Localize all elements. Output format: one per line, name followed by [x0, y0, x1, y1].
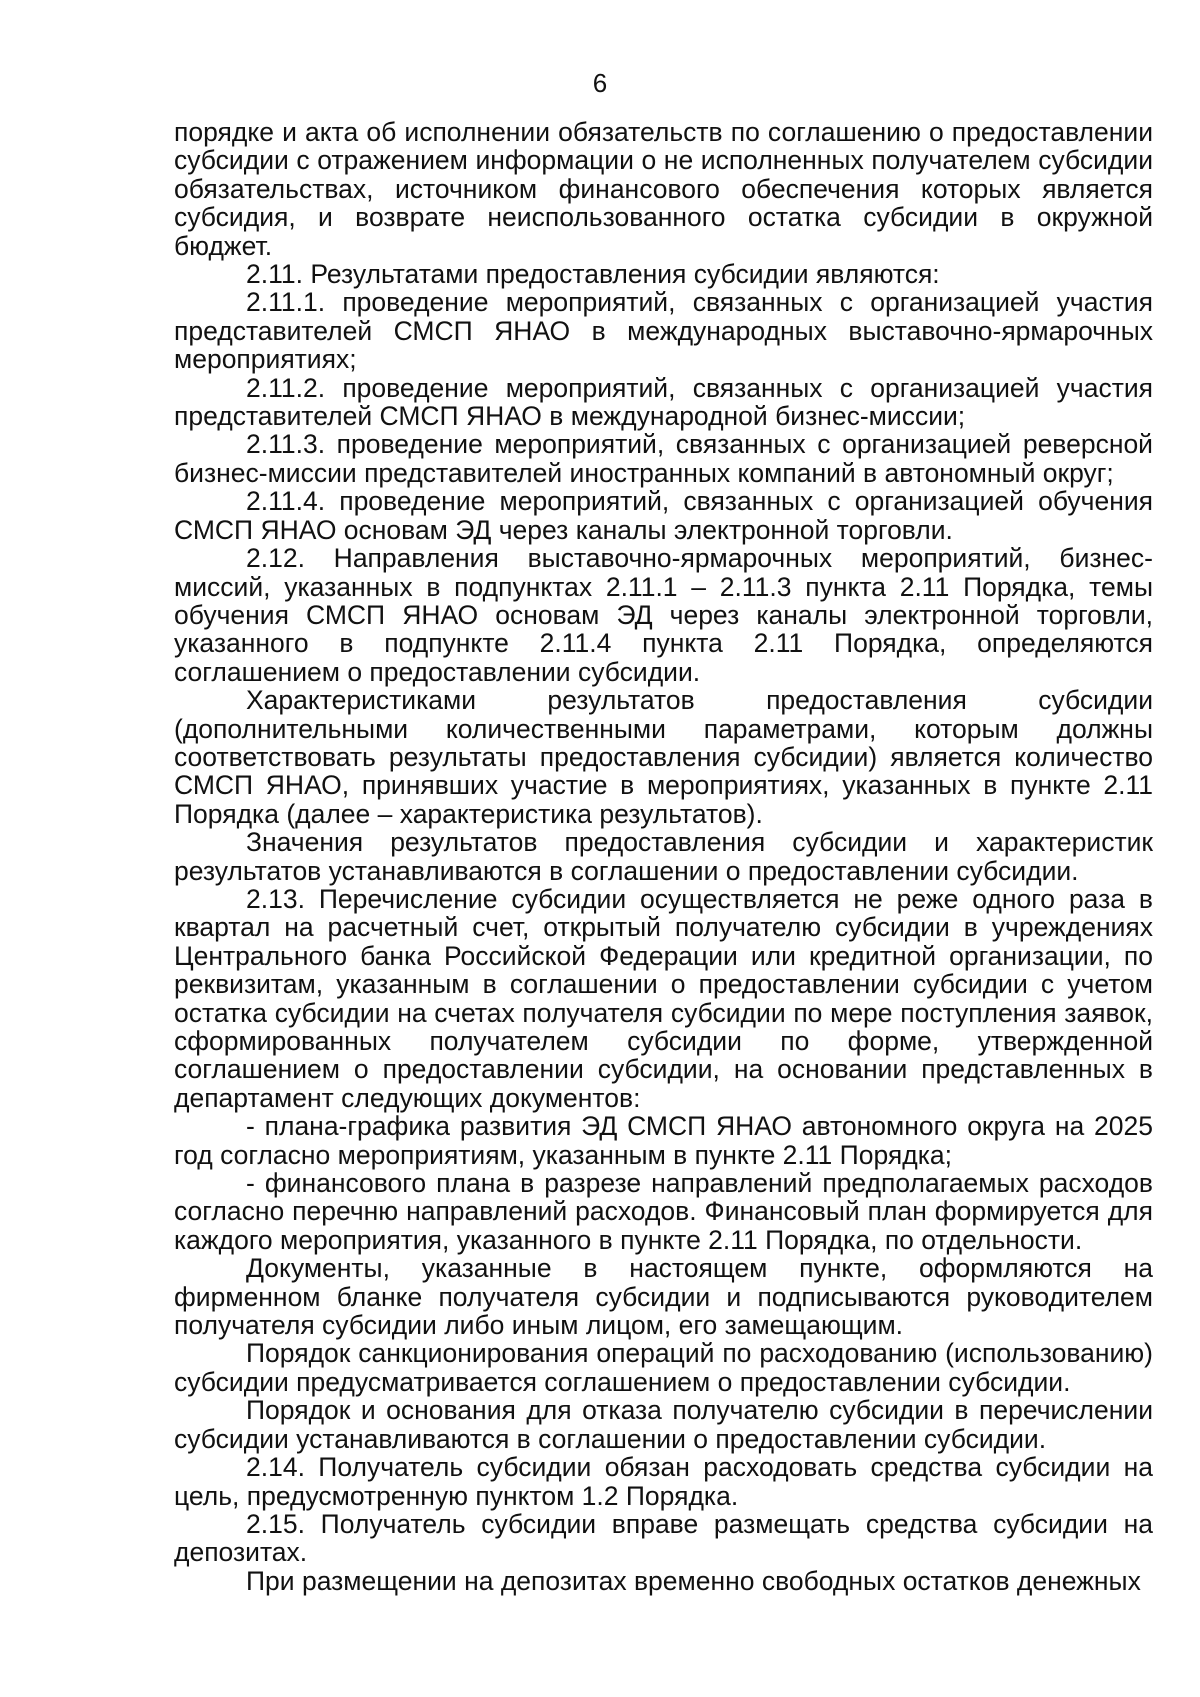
- paragraph: - финансового плана в разрезе направлений предполагаемых расходов согласно перечню направлений расходов. Финансовый план формируется для каждого мероприятия, указанного в пункте 2.11 Порядка, по отдельности.: [174, 1168, 1153, 1255]
- paragraph: 2.11.4. проведение мероприятий, связанных с организацией обучения СМСП ЯНАО основам ЭД через каналы электронной торговли.: [174, 486, 1153, 545]
- page-number: 6: [592, 68, 608, 98]
- paragraph: Значения результатов предоставления субсидии и характеристик результатов устанавливаются в соглашении о предоставлении субсидии.: [174, 827, 1153, 886]
- paragraph: 2.11.2. проведение мероприятий, связанных с организацией участия представителей СМСП ЯНАО в международной бизнес-миссии;: [174, 372, 1153, 432]
- paragraph: Документы, указанные в настоящем пункте, оформляются на фирменном бланке получателя субсидии и подписываются руководителем получателя субсидии либо иным лицом, его замещающим.: [174, 1253, 1153, 1341]
- paragraph: 2.14. Получатель субсидии обязан расходовать средства субсидии на цель, предусмотренную пунктом 1.2 Порядка.: [174, 1452, 1153, 1511]
- paragraph: Характеристиками результатов предоставления субсидии (дополнительными количественными параметрами, которым должны соответствовать результаты предоставления субсидии) является количество СМСП ЯНАО, принявших участие в мероприятиях, указанных в пункте 2.11 Порядка (далее – характеристика результатов).: [174, 685, 1153, 829]
- paragraph: Порядок и основания для отказа получателю субсидии в перечислении субсидии устанавливаются в соглашении о предоставлении субсидии.: [174, 1395, 1153, 1454]
- paragraph: 2.15. Получатель субсидии вправе размещать средства субсидии на депозитах.: [174, 1508, 1153, 1568]
- paragraph: 2.11.3. проведение мероприятий, связанных с организацией реверсной бизнес-миссии представителей иностранных компаний в автономный округ;: [174, 429, 1153, 488]
- paragraph: 2.13. Перечисление субсидии осуществляется не реже одного раза в квартал на расчетный счет, открытый получателю субсидии в учреждениях Центрального банка Российской Федерации или кредитной организации, по реквизитам, указанным в соглашении о предоставлении субсидии с учетом остатка субсидии на счетах получателя субсидии по мере поступления заявок, сформированных получателем субсидии по форме, утвержденной соглашением о предоставлении субсидии, на основании представленных в департамент следующих документов:: [174, 883, 1153, 1113]
- paragraph: 2.11. Результатами предоставления субсидии являются:: [246, 259, 940, 290]
- paragraph: При размещении на депозитах временно свободных остатков денежных: [246, 1565, 1141, 1596]
- paragraph: 2.12. Направления выставочно-ярмарочных мероприятий, бизнес-миссий, указанных в подпунктах 2.11.1 – 2.11.3 пункта 2.11 Порядка, темы обучения СМСП ЯНАО основам ЭД через каналы электронной торговли, указанного в подпункте 2.11.4 пункта 2.11 Порядка, определяются соглашением о предоставлении субсидии.: [174, 543, 1153, 687]
- paragraph: Порядок санкционирования операций по расходованию (использованию) субсидии предусматривается соглашением о предоставлении субсидии.: [174, 1338, 1153, 1397]
- paragraph: - плана-графика развития ЭД СМСП ЯНАО автономного округа на 2025 год согласно мероприятиям, указанным в пункте 2.11 Порядка;: [174, 1111, 1153, 1170]
- document-body: [174, 118, 1153, 1595]
- paragraph: порядке и акта об исполнении обязательств по соглашению о предоставлении субсидии с отражением информации о не исполненных получателем субсидии обязательствах, источником финансового обеспечения которых является субсидия, и возврате неиспользованного остатка субсидии в окружной бюджет.: [174, 117, 1153, 261]
- paragraph: 2.11.1. проведение мероприятий, связанных с организацией участия представителей СМСП ЯНАО в международных выставочно-ярмарочных мероприятиях;: [174, 287, 1153, 375]
